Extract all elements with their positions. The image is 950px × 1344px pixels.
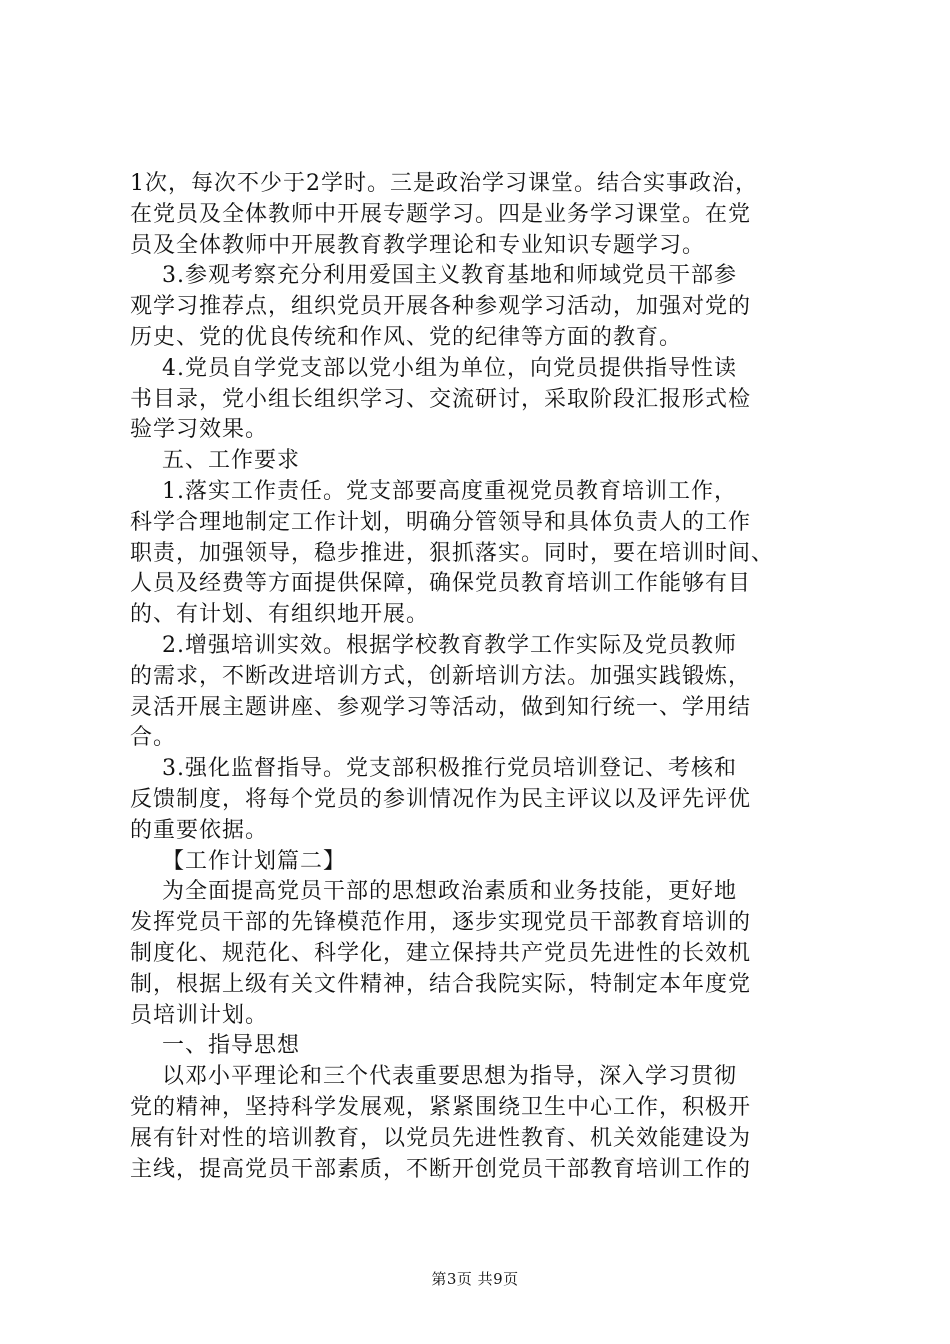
text-line: 发挥党员干部的先锋模范作用，逐步实现党员干部教育培训的 [130, 910, 752, 936]
text-line: 制度化、规范化、科学化，建立保持共产党员先进性的长效机 [130, 940, 752, 966]
page-number-footer: 第3页 共9页 [431, 1270, 519, 1288]
text-line: 员及全体教师中开展教育教学理论和专业知识专题学习。 [130, 232, 706, 258]
text-line: 的重要依据。 [130, 817, 269, 843]
section-heading: 一、指导思想 [130, 1033, 300, 1059]
text-line: 制，根据上级有关文件精神，结合我院实际，特制定本年度党 [130, 971, 752, 997]
text-line: 反馈制度，将每个党员的参训情况作为民主评议以及评先评优 [130, 786, 752, 812]
text-line: 灵活开展主题讲座、参观学习等活动，做到知行统一、学用结 [130, 694, 752, 720]
text-line: 以邓小平理论和三个代表重要思想为指导，深入学习贯彻 [130, 1064, 737, 1090]
text-line: 在党员及全体教师中开展专题学习。四是业务学习课堂。在党 [130, 201, 752, 227]
text-line: 为全面提高党员干部的思想政治素质和业务技能，更好地 [130, 879, 737, 905]
text-line: 员培训计划。 [130, 1002, 269, 1028]
text-line: 人员及经费等方面提供保障，确保党员教育培训工作能够有目 [130, 571, 752, 597]
text-line: 1.落实工作责任。党支部要高度重视党员教育培训工作， [130, 478, 737, 504]
text-line: 合。 [130, 725, 177, 751]
text-line: 3.参观考察充分利用爱国主义教育基地和师域党员干部参 [130, 263, 737, 289]
text-line: 历史、党的优良传统和作风、党的纪律等方面的教育。 [130, 324, 683, 350]
section-heading: 五、工作要求 [130, 448, 300, 474]
text-line: 观学习推荐点，组织党员开展各种参观学习活动，加强对党的 [130, 294, 752, 320]
text-line: 的、有计划、有组织地开展。 [130, 602, 430, 628]
text-line: 党的精神，坚持科学发展观，紧紧围绕卫生中心工作，积极开 [130, 1094, 752, 1120]
text-line: 展有针对性的培训教育，以党员先进性教育、机关效能建设为 [130, 1125, 752, 1151]
text-line: 的需求，不断改进培训方式，创新培训方法。加强实践锻炼， [130, 663, 752, 689]
text-line: 职责，加强领导，稳步推进，狠抓落实。同时，要在培训时间、 [130, 540, 775, 566]
text-line: 验学习效果。 [130, 417, 269, 443]
text-line: 科学合理地制定工作计划，明确分管领导和具体负责人的工作 [130, 509, 752, 535]
text-line: 1次，每次不少于2学时。三是政治学习课堂。结合实事政治， [130, 171, 758, 196]
text-line: 4.党员自学党支部以党小组为单位，向党员提供指导性读 [130, 355, 737, 381]
section-heading: 【工作计划篇二】 [130, 848, 346, 874]
text-line: 书目录，党小组长组织学习、交流研讨，采取阶段汇报形式检 [130, 386, 752, 412]
text-line: 2.增强培训实效。根据学校教育教学工作实际及党员教师 [130, 632, 737, 658]
text-line: 主线，提高党员干部素质，不断开创党员干部教育培训工作的 [130, 1156, 752, 1182]
text-line: 3.强化监督指导。党支部积极推行党员培训登记、考核和 [130, 756, 737, 782]
body-text [130, 169, 850, 1185]
